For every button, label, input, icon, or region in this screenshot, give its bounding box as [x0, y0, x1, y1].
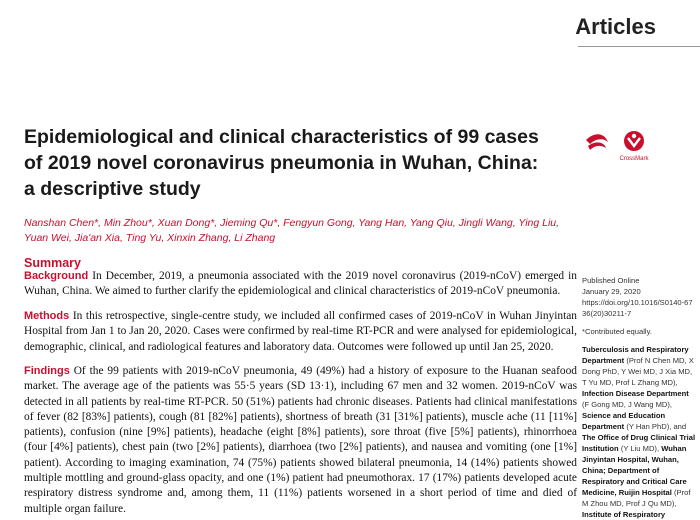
affiliation-name: Science and Education Department: [582, 411, 666, 431]
affiliation-people: (Y Han PhD), and: [624, 422, 687, 431]
header-bar: [0, 0, 700, 6]
findings-text: Of the 99 patients with 2019-nCoV pneumonia, 49 (49%) had a history of exposure to the Huanan seafood market. The average age of the patients was 55·5 years (SD 13·1), including 67 men and 32 women. 2019-nCoV was detected in all patients by real-time RT-PCR. 50 (51%) patients had chronic diseases. Patients had clinical manifestations of fever (82 [83%] patients), cough (81 [82%] patients), shortness of breath (31 [31%] patients), muscle ache (11 [11%] patients), confusion (nine [9%] patients), headache (eight [8%] patients), sore throat (five [5%] patients), rhinorrhoea (four [4%] patients), chest pain (two [2%] patients), diarrhoea (two [2%] patients), and nausea and vomiting (one [1%] patient). According to imaging examination, 74 (75%) patients showed bilateral pneumonia, 14 (14%) patients showed multiple mottling and ground-glass opacity, and one (1%) patient had pneumothorax. 17 (17%) patients developed acute respiratory distress syndrome and, among them, 11 (11%) patients worsened in a short period of time and died of multiple organ failure.: [24, 365, 577, 515]
doi-link[interactable]: https://doi.org/10.1016/S0140-6736(20)30211-7: [582, 298, 693, 318]
contributed-note: *Contributed equally.: [582, 327, 652, 336]
section-label: Articles: [575, 14, 656, 39]
methods-paragraph: [24, 309, 577, 355]
affiliation-people: (Prof M Zhou MD, Prof J Qu MD),: [582, 488, 691, 508]
article-sidebar: [582, 275, 696, 520]
article-title: Epidemiological and clinical characteristics of 99 cases of 2019 novel coronavirus pneumonia in Wuhan, China: a descriptive study: [24, 126, 539, 200]
background-text: In December, 2019, a pneumonia associated with the 2019 novel coronavirus (2019-nCoV) emerged in Wuhan, China. We aimed to further clarify the epidemiological and clinical characteristics of 2019-nCoV pneumonia.: [24, 270, 577, 298]
affiliation-name: The Office of Drug Clinical Trial Institution: [582, 433, 696, 453]
findings-paragraph: [24, 364, 577, 517]
published-date: January 29, 2020: [582, 287, 641, 296]
affiliation-people: (F Gong MD, J Wang MD),: [582, 400, 673, 409]
summary-heading: Summary: [24, 256, 81, 270]
methods-lead: Methods: [24, 310, 70, 322]
section-divider: [578, 46, 700, 47]
published-label: Published Online: [582, 276, 640, 285]
author-list: Nanshan Chen*, Min Zhou*, Xuan Dong*, Jieming Qu*, Fengyun Gong, Yang Han, Yang Qiu, Jingli Wang, Ying Liu, Yuan Wei, Jia'an Xia, Ting Yu, Xinxin Zhang, Li Zhang: [24, 217, 560, 244]
affiliation-people: (Prof N Chen MD, X Dong PhD, Y Wei MD, J Xia MD, T Yu MD, Prof L Zhang MD),: [582, 356, 694, 387]
journal-logos: [584, 124, 664, 164]
affiliations: [582, 344, 696, 520]
crossmark-icon[interactable]: [619, 131, 649, 162]
background-lead: Background: [24, 270, 89, 282]
affiliation-name: Infection Disease Department: [582, 389, 689, 398]
background-paragraph: [24, 269, 577, 300]
affiliation-name: Institute of Respiratory: [582, 510, 666, 519]
affiliation-name: Wuhan Jinyintan Hospital, Wuhan, China;: [582, 444, 687, 475]
affiliation-name: Department of Respiratory and Critical Care Medicine, Ruijin Hospital: [582, 466, 687, 497]
findings-lead: Findings: [24, 365, 70, 377]
methods-text: In this retrospective, single-centre study, we included all confirmed cases of 2019-nCoV in Wuhan Jinyintan Hospital from Jan 1 to Jan 20, 2020. Cases were confirmed by real-time RT-PCR and were analysed for epidemiological, demographic, clinical, and radiological features and laboratory data. Outcomes were followed up until Jan 25, 2020.: [24, 310, 577, 353]
affiliation-people: (Y Liu MD),: [618, 444, 660, 453]
affiliation-name: Tuberculosis and Respiratory Department: [582, 345, 689, 365]
lancet-swoosh-icon: [584, 124, 664, 164]
crossmark-label: CrossMark: [619, 156, 649, 162]
